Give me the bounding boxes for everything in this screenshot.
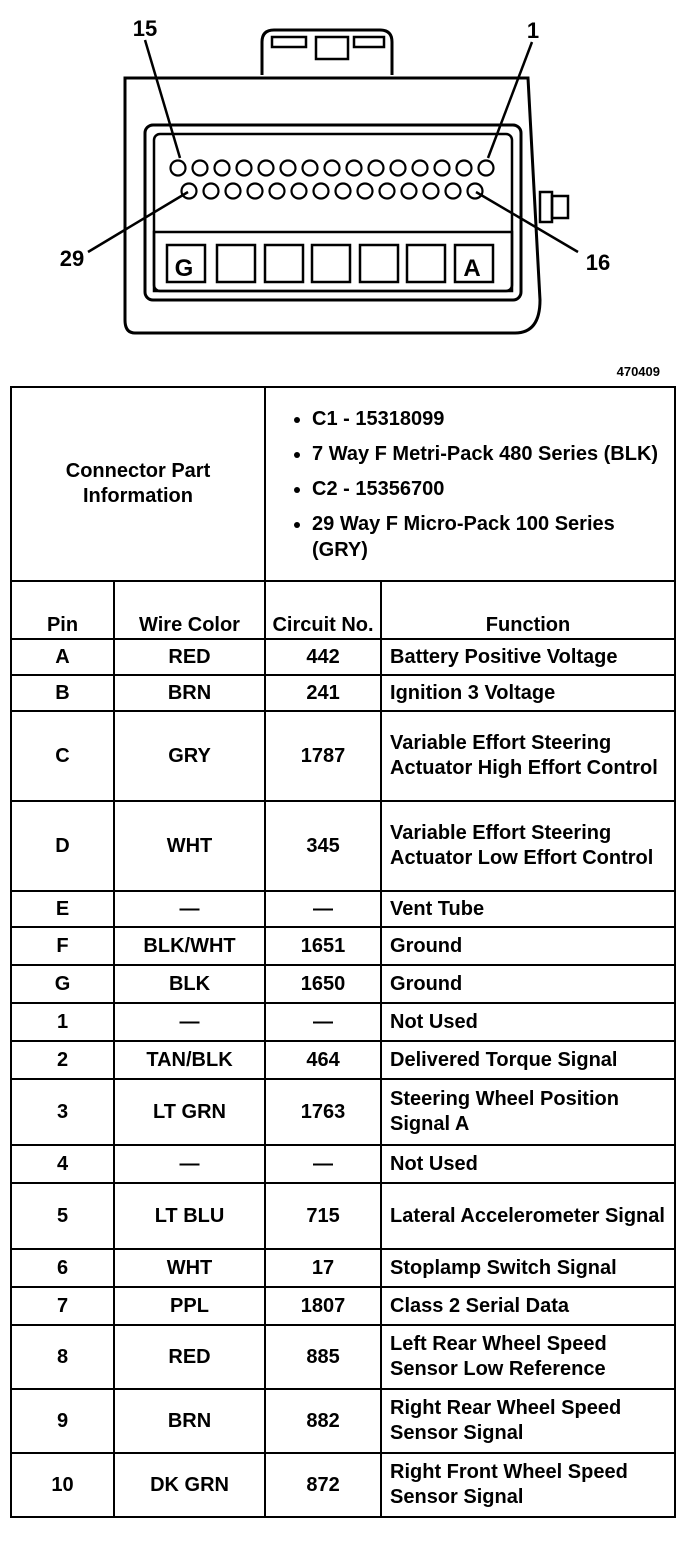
table-row xyxy=(11,1003,675,1041)
pin-hole-top-4 xyxy=(237,161,252,176)
cell-wire-color: WHT xyxy=(114,801,265,891)
cell-pin: 6 xyxy=(11,1249,114,1287)
table-row xyxy=(11,711,675,801)
cell-function: Vent Tube xyxy=(381,891,675,927)
cell-pin: A xyxy=(11,639,114,675)
cell-function: Left Rear Wheel Speed Sensor Low Reference xyxy=(381,1325,675,1389)
cell-pin: 4 xyxy=(11,1145,114,1183)
cavity-5 xyxy=(360,245,398,282)
terminal-a-label: A xyxy=(463,255,481,282)
cell-circuit: 1650 xyxy=(265,965,381,1003)
table-row xyxy=(11,1079,675,1145)
table-row xyxy=(11,1389,675,1453)
cell-pin: 5 xyxy=(11,1183,114,1249)
cell-pin: 10 xyxy=(11,1453,114,1517)
pin-hole-bottom-12 xyxy=(424,184,439,199)
pin-hole-bottom-5 xyxy=(270,184,285,199)
cell-function: Not Used xyxy=(381,1003,675,1041)
part-info-row xyxy=(11,387,675,581)
pin-hole-top-9 xyxy=(347,161,362,176)
pin-row-bottom xyxy=(182,184,483,199)
part-info-label: Connector Part Information xyxy=(11,387,265,581)
cell-circuit: 1763 xyxy=(265,1079,381,1145)
part-info-list xyxy=(265,387,675,581)
figure-number: 470409 xyxy=(616,364,660,379)
cell-circuit: 345 xyxy=(265,801,381,891)
cell-wire-color: RED xyxy=(114,1325,265,1389)
cell-wire-color: WHT xyxy=(114,1249,265,1287)
pin-hole-top-3 xyxy=(215,161,230,176)
cell-function: Not Used xyxy=(381,1145,675,1183)
pin-hole-bottom-4 xyxy=(248,184,263,199)
cell-circuit: 1807 xyxy=(265,1287,381,1325)
pin-hole-top-12 xyxy=(413,161,428,176)
cell-pin: 7 xyxy=(11,1287,114,1325)
cell-function: Stoplamp Switch Signal xyxy=(381,1249,675,1287)
pin-hole-bottom-1 xyxy=(182,184,197,199)
terminal-g-label: G xyxy=(174,255,194,282)
part-info-item: • C2 - 15356700 xyxy=(312,476,668,502)
cell-circuit: — xyxy=(265,891,381,927)
col-header-function: Function xyxy=(381,581,675,639)
cell-function: Variable Effort Steering Actuator Low Effort Control xyxy=(381,801,675,891)
cell-circuit: 464 xyxy=(265,1041,381,1079)
pin-hole-bottom-8 xyxy=(336,184,351,199)
table-row xyxy=(11,927,675,965)
cell-function: Lateral Accelerometer Signal xyxy=(381,1183,675,1249)
cell-pin: 8 xyxy=(11,1325,114,1389)
leader-16 xyxy=(476,192,578,252)
table-row xyxy=(11,1183,675,1249)
cell-pin: F xyxy=(11,927,114,965)
callout-1: 1 xyxy=(526,18,540,43)
cell-circuit: 17 xyxy=(265,1249,381,1287)
part-info-item: • 29 Way F Micro-Pack 100 Series (GRY) xyxy=(312,511,668,563)
connector-pinout-table xyxy=(10,386,676,1518)
cell-circuit: — xyxy=(265,1003,381,1041)
pin-hole-top-1 xyxy=(171,161,186,176)
col-header-circuit: Circuit No. xyxy=(265,581,381,639)
pin-hole-top-6 xyxy=(281,161,296,176)
pin-hole-bottom-10 xyxy=(380,184,395,199)
cell-wire-color: — xyxy=(114,1003,265,1041)
table-row xyxy=(11,891,675,927)
cell-pin: D xyxy=(11,801,114,891)
cell-circuit: 885 xyxy=(265,1325,381,1389)
cavity-4 xyxy=(312,245,350,282)
cell-wire-color: PPL xyxy=(114,1287,265,1325)
table-row xyxy=(11,801,675,891)
table-row xyxy=(11,1453,675,1517)
cell-wire-color: — xyxy=(114,1145,265,1183)
pin-hole-bottom-9 xyxy=(358,184,373,199)
pin-hole-top-11 xyxy=(391,161,406,176)
leader-29 xyxy=(88,192,188,252)
table-row xyxy=(11,639,675,675)
cell-pin: E xyxy=(11,891,114,927)
cell-function: Variable Effort Steering Actuator High Effort Control xyxy=(381,711,675,801)
pin-row-top xyxy=(171,161,494,176)
cell-wire-color: BRN xyxy=(114,675,265,711)
pin-hole-bottom-11 xyxy=(402,184,417,199)
pin-hole-top-5 xyxy=(259,161,274,176)
cell-wire-color: BLK/WHT xyxy=(114,927,265,965)
pin-hole-bottom-2 xyxy=(204,184,219,199)
part-info-item: • 7 Way F Metri-Pack 480 Series (BLK) xyxy=(312,441,668,467)
cell-circuit: 882 xyxy=(265,1389,381,1453)
connector-body xyxy=(125,78,540,333)
pin-hole-bottom-7 xyxy=(314,184,329,199)
pin-hole-bottom-3 xyxy=(226,184,241,199)
cavity-6 xyxy=(407,245,445,282)
pin-hole-top-2 xyxy=(193,161,208,176)
pin-hole-top-7 xyxy=(303,161,318,176)
callout-16: 16 xyxy=(585,250,611,275)
cell-pin: 3 xyxy=(11,1079,114,1145)
cell-circuit: 715 xyxy=(265,1183,381,1249)
cell-function: Delivered Torque Signal xyxy=(381,1041,675,1079)
cell-wire-color: GRY xyxy=(114,711,265,801)
cell-wire-color: LT BLU xyxy=(114,1183,265,1249)
cell-wire-color: TAN/BLK xyxy=(114,1041,265,1079)
cell-pin: 1 xyxy=(11,1003,114,1041)
cell-circuit: 1651 xyxy=(265,927,381,965)
cell-circuit: 442 xyxy=(265,639,381,675)
cell-pin: G xyxy=(11,965,114,1003)
cell-function: Right Front Wheel Speed Sensor Signal xyxy=(381,1453,675,1517)
table-row xyxy=(11,1325,675,1389)
pin-hole-top-10 xyxy=(369,161,384,176)
cell-wire-color: — xyxy=(114,891,265,927)
cell-circuit: 872 xyxy=(265,1453,381,1517)
callout-29: 29 xyxy=(59,246,85,271)
cell-function: Ground xyxy=(381,965,675,1003)
pin-hole-top-8 xyxy=(325,161,340,176)
pin-hole-bottom-13 xyxy=(446,184,461,199)
pin-hole-bottom-14 xyxy=(468,184,483,199)
cell-function: Steering Wheel Position Signal A xyxy=(381,1079,675,1145)
cell-circuit: 241 xyxy=(265,675,381,711)
cell-pin: 9 xyxy=(11,1389,114,1453)
table-row xyxy=(11,675,675,711)
col-header-wire-color: Wire Color xyxy=(114,581,265,639)
cell-circuit: — xyxy=(265,1145,381,1183)
cell-pin: 2 xyxy=(11,1041,114,1079)
table-row xyxy=(11,965,675,1003)
cell-wire-color: BRN xyxy=(114,1389,265,1453)
cell-function: Battery Positive Voltage xyxy=(381,639,675,675)
cell-function: Ground xyxy=(381,927,675,965)
leader-15 xyxy=(145,40,180,158)
header-row xyxy=(11,581,675,639)
cell-wire-color: RED xyxy=(114,639,265,675)
table-row xyxy=(11,1287,675,1325)
part-info-item: • C1 - 15318099 xyxy=(312,406,668,432)
col-header-pin: Pin xyxy=(11,581,114,639)
cell-wire-color: LT GRN xyxy=(114,1079,265,1145)
cell-circuit: 1787 xyxy=(265,711,381,801)
pin-hole-bottom-6 xyxy=(292,184,307,199)
table-row xyxy=(11,1041,675,1079)
leader-1 xyxy=(488,42,532,158)
cell-wire-color: BLK xyxy=(114,965,265,1003)
pin-hole-top-15 xyxy=(479,161,494,176)
cavity-row xyxy=(167,245,493,282)
table-row xyxy=(11,1145,675,1183)
callout-15: 15 xyxy=(132,16,158,41)
pin-hole-top-14 xyxy=(457,161,472,176)
cell-pin: C xyxy=(11,711,114,801)
cavity-3 xyxy=(265,245,303,282)
cell-pin: B xyxy=(11,675,114,711)
cell-function: Right Rear Wheel Speed Sensor Signal xyxy=(381,1389,675,1453)
cell-wire-color: DK GRN xyxy=(114,1453,265,1517)
cell-function: Ignition 3 Voltage xyxy=(381,675,675,711)
cell-function: Class 2 Serial Data xyxy=(381,1287,675,1325)
connector-side-tab xyxy=(540,192,552,222)
pin-hole-top-13 xyxy=(435,161,450,176)
connector-diagram xyxy=(0,0,688,345)
table-row xyxy=(11,1249,675,1287)
cavity-2 xyxy=(217,245,255,282)
